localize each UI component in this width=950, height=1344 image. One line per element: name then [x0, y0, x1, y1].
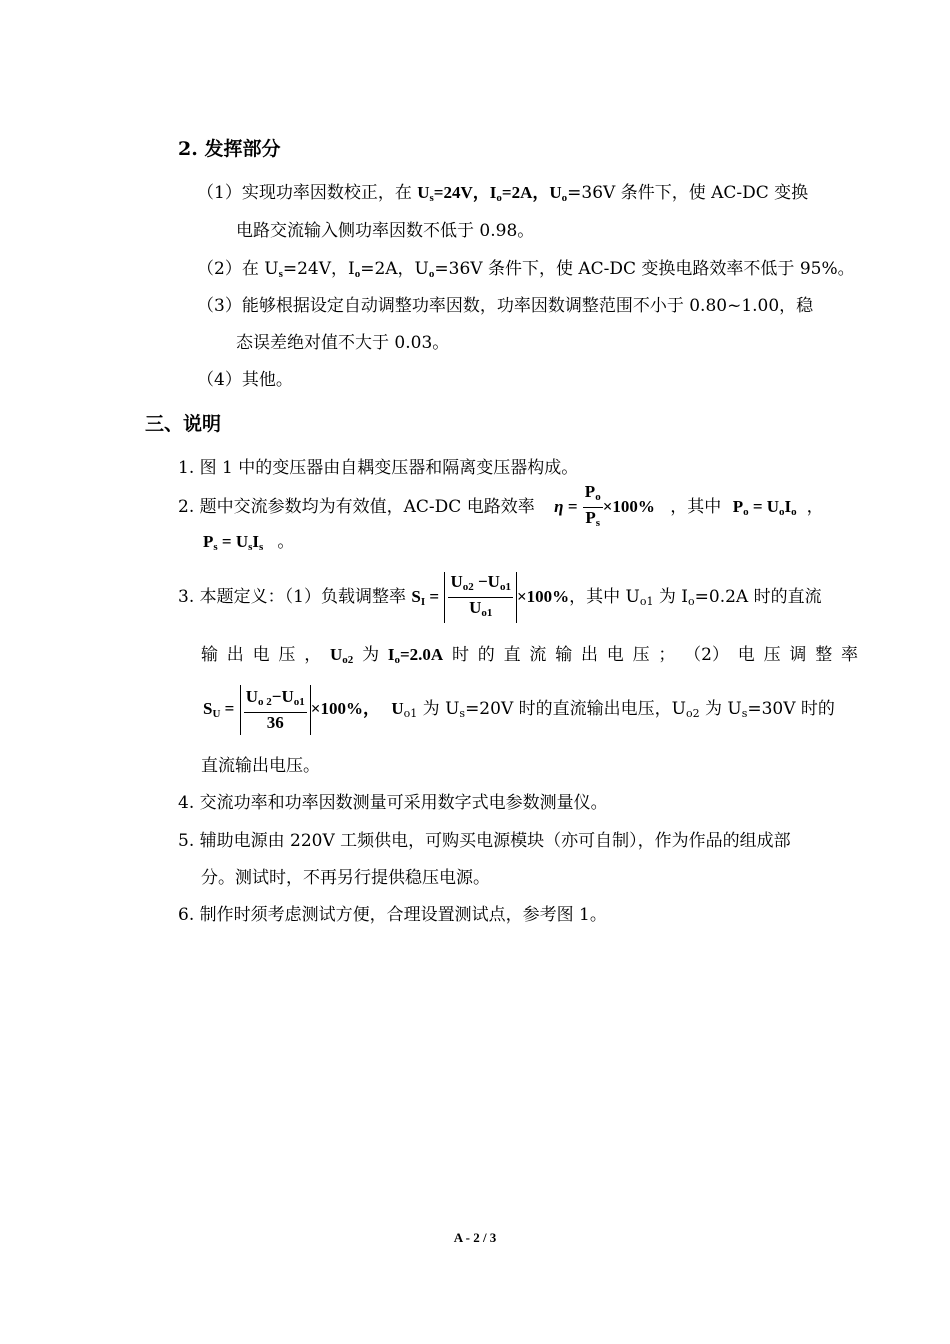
note-2-ps: $P_s = U_sI_s$ 。: [203, 532, 295, 553]
item-4: （4）其他。: [197, 370, 293, 390]
note-3-line1: 3. 本题定义：（1）负载调整率 $S_I$ = $\frac{U_{o2} -U_{o1}}{U_{o1}}$ ×100%，其中 $U_{o1}$ 为 $I_o=0.2A$ 时的直流: [178, 572, 822, 627]
section-2-title: 2. 发挥部分: [178, 138, 281, 160]
note-3-line2: 输 出 电 压 ， $U_{o2}$ 为 $I_o=2.0A$ 时 的 直 流 输 出 电 压 ； （2） 电 压 调 整 率: [201, 645, 858, 666]
note-4: 4. 交流功率和功率因数测量可采用数字式电参数测量仪。: [178, 793, 608, 813]
note-5-line1: 5. 辅助电源由 220V 工频供电，可购买电源模块（亦可自制），作为作品的组成部: [178, 831, 791, 851]
note-3-line3: $S_U$ = $\frac{U_{o 2}-U_{o1}}{36}$ ×100%， $U_{o1}$ 为 $U_s=20V$ 时的直流输出电压，$U_{o2}$ 为 $U_s=30V$ 时的: [203, 684, 835, 739]
item-3-line2: 态误差绝对值不大于 0.03。: [236, 333, 450, 353]
efficiency-fraction: $\frac{P_o}{P_s}$: [584, 482, 601, 529]
note-2: 2. 题中交流参数均为有效值，AC-DC 电路效率 η = $\frac{P_o}{P_s}$ ×100% ，其中 $P_o = U_oI_o$ ，: [178, 482, 824, 535]
item-1-line2: 电路交流输入侧功率因数不低于 0.98。: [236, 221, 535, 241]
page-number: A - 2 / 3: [453, 1230, 497, 1245]
item-3-line1: （3）能够根据设定自动调整功率因数，功率因数调整范围不小于 0.80~1.00，稳: [197, 296, 814, 316]
note-3-line4: 直流输出电压。: [201, 756, 320, 776]
note-1: 1. 图 1 中的变压器由自耦变压器和隔离变压器构成。: [178, 458, 579, 478]
item-1-line1: （1）实现功率因数校正，在 $U_s=24V$，$I_o=2A$，$U_o=36V$ 条件下，使 AC-DC 变换: [197, 183, 809, 204]
load-regulation-abs: $\frac{U_{o2} -U_{o1}}{U_{o1}}$: [444, 572, 517, 623]
note-5-line2: 分。测试时，不再另行提供稳压电源。: [201, 868, 490, 888]
note-6: 6. 制作时须考虑测试方便，合理设置测试点，参考图 1。: [178, 905, 607, 925]
voltage-regulation-abs: $\frac{U_{o 2}-U_{o1}}{36}$: [240, 685, 311, 735]
section-3-title: 三、说明: [145, 413, 222, 435]
item-2: （2）在 $U_s=24V$，$I_o=2A$，$U_o=36V$ 条件下，使 AC-DC 变换电路效率不低于 95%。: [197, 259, 855, 280]
